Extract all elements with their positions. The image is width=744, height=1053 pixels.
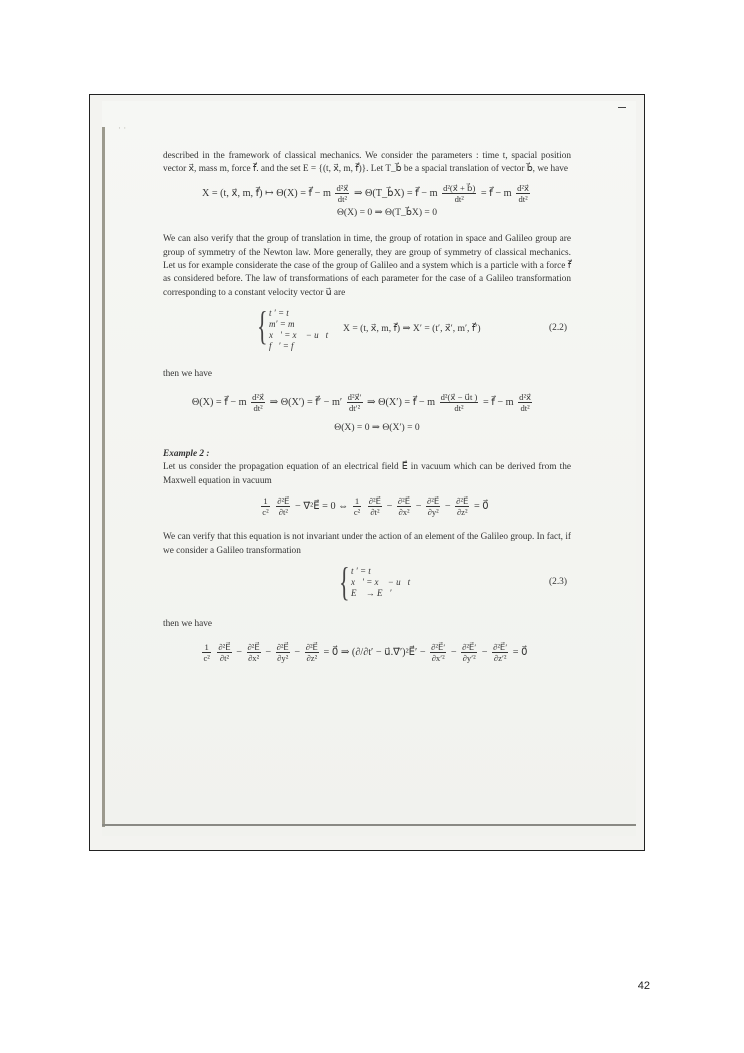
equation-part: = f⃗ − m	[482, 396, 514, 408]
fraction: $\frac{1}{\text{c²}}$	[262, 496, 269, 518]
fraction: $\frac{\text{d²(x⃗ − u⃗t )}}{\text{dt²}}$	[440, 391, 478, 413]
equation-part: ⇒ Θ(X′) = f⃗′ − m′	[269, 396, 343, 408]
fraction: $\frac{\text{∂²E⃗}}{\text{∂y²}}$	[276, 641, 289, 663]
equation-part: Θ(X) = f⃗ − m	[191, 396, 247, 408]
fraction: $\frac{\text{∂²E⃗′}}{\text{∂x′²}}$	[431, 641, 446, 663]
equation-part: X = (t, x⃗, m, f⃗) ↦ Θ(X) = f⃗ − m	[201, 187, 331, 199]
paragraph: Let us consider the propagation equation of an electrical field E⃗ in vacuum which can be derived from the Maxwell equation in vacuum	[163, 462, 571, 486]
scan-corner-mark	[618, 107, 626, 108]
equation-part: − ∇⃗²E⃗ = 0 ⇔	[295, 501, 349, 513]
equation-translation	[163, 183, 571, 204]
equation-part: = 0⃗	[512, 646, 528, 658]
page-number: 42	[637, 980, 650, 992]
equation-wave: $\frac{1}{\text{c²}}$ $\frac{\text{∂²E⃗}}{\text{∂t²}}$ − ∇⃗²E⃗ = 0 ⇔ $\frac{1}{\text{c²}}$ $\frac{\text{∂²E⃗}}{\text{∂t²}}$ − $\frac{\text{∂²E⃗}}{\text{∂x²}}$ − $\frac{\text{∂²E⃗}}{\text{∂y²}}$ − $\frac{\text{∂²E⃗}}{\text{∂z²}}$ = 0⃗	[262, 496, 489, 518]
equation-system-2-3	[163, 559, 571, 610]
system-line: x⃗′ = x⃗ − u⃗t	[351, 577, 411, 588]
fraction: $\frac{\text{∂²E⃗}}{\text{∂t²}}$	[368, 496, 382, 518]
system-line: x⃗′ = x⃗ − u⃗t	[269, 330, 329, 341]
system-line: t ′ = t	[269, 308, 289, 319]
scan-speck: · ·	[118, 123, 127, 133]
fraction: $\frac{\text{d²x⃗}}{\text{dt²}}$	[336, 182, 349, 204]
system-lines	[269, 308, 328, 352]
equation-translation-invariance: Θ(X) = 0 ⇒ Θ(T_b⃗X) = 0	[336, 206, 438, 218]
paragraph: We can also verify that the group of translation in time, the group of rotation in space and Galileo group are group of symmetry of the Newton law. More generally, they are group of symmetry of classical mechanics. Let us for example considerate the case of the group of Galileo and a system which is a particle with a force f⃗ as considered before. The law of transformations of each parameter for the case of a Galileo transformation corresponding to a constant velocity vector u⃗ are	[163, 234, 571, 298]
page-content	[163, 150, 571, 663]
system-line: m′ = m	[269, 319, 295, 330]
equation-part: = 0⃗ ⇒ (∂/∂t′ − u⃗.∇⃗′)²E⃗′ −	[323, 646, 426, 658]
paragraph: We can verify that this equation is not invariant under the action of an element of the Galileo group. In fact, if we consider a Galileo transformation	[163, 532, 571, 556]
system-mapping: X = (t, x⃗, m, f⃗) ⇒ X′ = (t′, x⃗′, m′, f⃗′)	[343, 323, 481, 335]
system-line: E⃗ → E⃗′	[351, 588, 392, 599]
example-heading: Example 2 :	[163, 449, 210, 460]
equation-part: ⇒ Θ(X′) = f⃗ − m	[367, 396, 436, 408]
system-lines	[351, 566, 410, 599]
scan-bottom-edge	[102, 824, 636, 826]
fraction: $\frac{\text{∂²E⃗}}{\text{∂y²}}$	[427, 496, 440, 518]
equation-number: (2.2)	[549, 323, 567, 334]
system-line: f⃗′ = f⃗	[269, 341, 301, 352]
fraction: $\frac{\text{∂²E⃗}}{\text{∂z²}}$	[456, 496, 469, 518]
fraction: $\frac{\text{d²(x⃗ + b⃗)}}{\text{dt²}}$	[443, 182, 476, 204]
paragraph: then we have	[163, 619, 213, 630]
fraction: $\frac{\text{∂²E⃗}}{\text{∂x²}}$	[247, 641, 260, 663]
brace-glyph: {	[257, 303, 268, 349]
system-line: t ′ = t	[351, 566, 371, 577]
fraction: $\frac{\text{d²x⃗}}{\text{dt²}}$	[252, 391, 265, 413]
equation-number: (2.3)	[549, 577, 567, 588]
paragraph: described in the framework of classical mechanics. We consider the parameters : time t, spacial position vector x⃗, mass m, force f⃗. and the set E = {(t, x⃗, m, f⃗)}. Let T_b⃗ be a spacial translation of vector b⃗, we have	[163, 151, 571, 175]
fraction: $\frac{\text{∂²E⃗}}{\text{∂z²}}$	[305, 641, 318, 663]
fraction: $\frac{\text{∂²E⃗′}}{\text{∂z′²}}$	[493, 641, 508, 663]
fraction: $\frac{\text{∂²E⃗}}{\text{∂t²}}$	[277, 496, 290, 518]
equation-part: = f⃗ − m	[480, 187, 512, 199]
fraction: $\frac{\text{d²x⃗}}{\text{dt²}}$	[517, 182, 530, 204]
fraction: $\frac{\text{d²x⃗′}}{\text{dt′²}}$	[347, 391, 362, 413]
scan-binding-edge	[102, 127, 105, 827]
equation-part: ⇒ Θ(T_b⃗X) = f⃗ − m	[353, 187, 438, 199]
fraction: $\frac{1}{\text{c²}}$	[353, 496, 361, 518]
equation-galileo	[155, 392, 571, 413]
fraction: $\frac{\text{∂²E⃗}}{\text{∂x²}}$	[397, 496, 411, 518]
equation-galileo-invariance: Θ(X) = 0 ⇒ Θ(X′) = 0	[334, 421, 420, 433]
fraction: $\frac{\text{∂²E⃗}}{\text{∂t²}}$	[218, 641, 231, 663]
paragraph: then we have	[163, 369, 213, 380]
fraction: $\frac{\text{d²x⃗}}{\text{dt²}}$	[519, 391, 532, 413]
brace-glyph: {	[339, 559, 350, 605]
equation-wave-transformed: $\frac{1}{\text{c²}}$ $\frac{\text{∂²E⃗}}{\text{∂t²}}$ − $\frac{\text{∂²E⃗}}{\text{∂x²}}$ − $\frac{\text{∂²E⃗}}{\text{∂y²}}$ − $\frac{\text{∂²E⃗}}{\text{∂z²}}$ = 0⃗ ⇒ (∂/∂t′ − u⃗.∇⃗′)²E⃗′ − $\frac{\text{∂²E⃗′}}{\text{∂x′²}}$ − $\frac{\text{∂²E⃗′}}{\text{∂y′²}}$ − $\frac{\text{∂²E⃗′}}{\text{∂z′²}}$ = 0⃗	[203, 641, 528, 663]
fraction: $\frac{1}{\text{c²}}$	[203, 641, 210, 663]
equation-system-2-2	[163, 303, 571, 358]
fraction: $\frac{\text{∂²E⃗′}}{\text{∂y′²}}$	[462, 641, 477, 663]
